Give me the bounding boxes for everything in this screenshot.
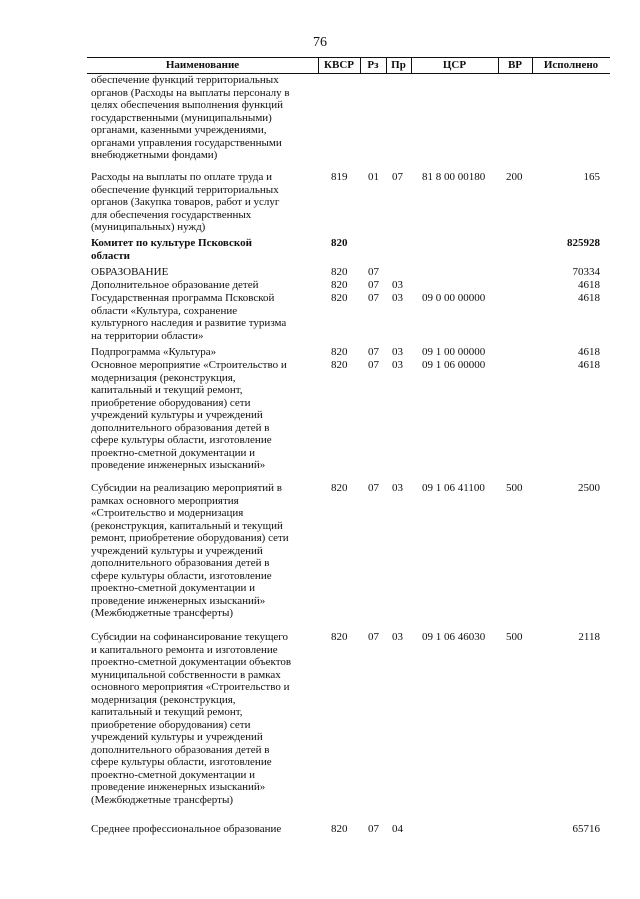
table-header [87,57,610,74]
row-name: ОБРАЗОВАНИЕ [91,266,169,278]
row-isp: 4618 [578,359,600,371]
row-csr: 09 1 00 00000 [422,346,486,358]
row-rz: 07 [368,631,379,643]
row-pr: 03 [392,279,403,291]
row-csr: 09 0 00 00000 [422,292,486,304]
row-name: Дополнительное образование детей [91,279,259,291]
row-isp: 70334 [572,266,600,278]
row-rz: 07 [368,266,379,278]
header-csr: ЦСР [442,59,467,71]
row-pr: 03 [392,631,403,643]
header-name: Наименование [165,59,240,71]
row-kvsr: 820 [331,237,348,249]
header-pr: Пр [391,59,406,71]
row-kvsr: 820 [331,292,348,304]
row-isp: 2118 [578,631,600,643]
row-rz: 07 [368,346,379,358]
row-pr: 03 [392,359,403,371]
row-vr: 500 [506,631,523,643]
row-pr: 03 [392,292,403,304]
row-name: Основное мероприятие «Строительство и модернизация (реконструкция, капитальный и текущий ремонт, приобретение оборудования) сети учреждений культуры и учреждений дополнительного образования детей в сфере культуры области, изготовление проектно-сметной документации и проведение инженерных изысканий» [91,359,287,471]
row-kvsr: 819 [331,171,348,183]
header-isp: Исполнено [543,59,599,71]
row-csr: 81 8 00 00180 [422,171,486,183]
row-name: Субсидии на софинансирование текущего и капитального ремонта и изготовление проектно-сметной документации объектов муниципальной собственности в рамках основного мероприятия «Строительство и модернизация (реконструкция, капитальный и текущий ремонт, приобретение оборудования) сети учреждений культуры и учреждений дополнительного образования детей в сфере культуры области, изготовление проектно-сметной документации и проведение инженерных изысканий» (Межбюджетные трансферты) [91,631,292,806]
row-rz: 07 [368,292,379,304]
row-csr: 09 1 06 41100 [422,482,485,494]
row-name: Субсидии на реализацию мероприятий в рамках основного мероприятия «Строительство и модернизация (реконструкция, капитальный и текущий ремонт, приобретение оборудования) сети учреждений культуры и учреждений дополнительного образования детей в сфере культуры области, изготовление проектно-сметной документации и проведение инженерных изысканий» (Межбюджетные трансферты) [91,482,289,619]
row-vr: 200 [506,171,523,183]
page-number: 76 [313,35,327,50]
row-kvsr: 820 [331,359,348,371]
row-vr: 500 [506,482,523,494]
row-pr: 04 [392,823,403,835]
row-kvsr: 820 [331,482,348,494]
row-isp: 4618 [578,292,600,304]
row-kvsr: 820 [331,266,348,278]
row-isp: 4618 [578,279,600,291]
row-isp: 4618 [578,346,600,358]
header-kvsr: КВСР [324,59,354,71]
row-pr: 07 [392,171,403,183]
row-name: Комитет по культуре Псковской области [91,237,252,262]
row-name: Подпрограмма «Культура» [91,346,217,358]
row-name: Среднее профессиональное образование [91,823,282,835]
row-rz: 07 [368,359,379,371]
row-rz: 07 [368,482,379,494]
row-name: Государственная программа Псковской области «Культура, сохранение культурного наследия и развитие туризма на территории области» [91,292,287,342]
row-pr: 03 [392,482,403,494]
row-kvsr: 820 [331,823,348,835]
row-rz: 01 [368,171,379,183]
row-rz: 07 [368,279,379,291]
row-kvsr: 820 [331,631,348,643]
row-name: обеспечение функций территориальных органов (Расходы на выплаты персоналу в целях обеспечения выполнения функций государственными (муниципальными) органами, казенными учреждениями, органами управления государственными внебюджетными фондами) [91,74,290,161]
row-isp: 65716 [572,823,600,835]
row-csr: 09 1 06 00000 [422,359,486,371]
header-vr: ВР [507,59,523,71]
row-csr: 09 1 06 46030 [422,631,486,643]
row-kvsr: 820 [331,279,348,291]
row-isp: 2500 [578,482,600,494]
row-isp: 165 [583,171,600,183]
row-isp: 825928 [567,237,600,249]
row-name: Расходы на выплаты по оплате труда и обеспечение функций территориальных органов (Закупка товаров, работ и услуг для обеспечения государственных (муниципальных) нужд) [91,171,280,233]
row-pr: 03 [392,346,403,358]
row-kvsr: 820 [331,346,348,358]
header-rz: Рз [367,59,379,71]
row-rz: 07 [368,823,379,835]
